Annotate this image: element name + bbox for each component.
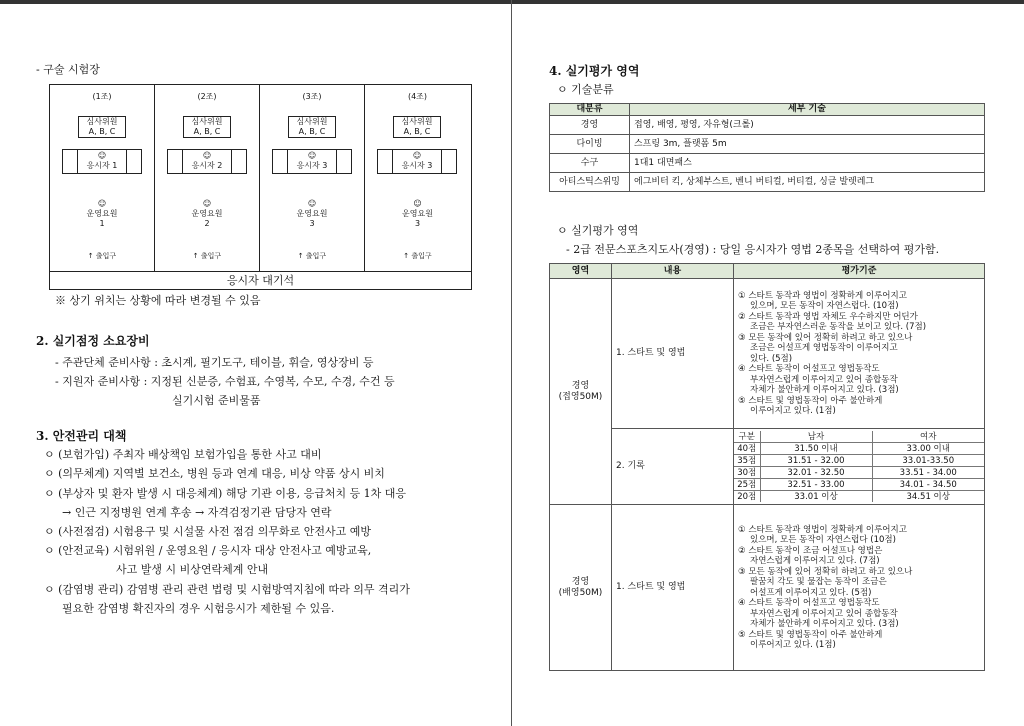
candidate-desk: ☺ 응시자 3 bbox=[272, 149, 352, 174]
staff-label: ☺ 운영요원 1 bbox=[50, 199, 154, 229]
layout-note: ※ 상기 위치는 상황에 따라 변경될 수 있음 bbox=[55, 294, 261, 307]
table-row: 30점 32.01 - 32.50 33.51 - 34.00 bbox=[734, 467, 984, 479]
column-header: 대분류 bbox=[550, 104, 630, 116]
staff-label: ☺ 운영요원 2 bbox=[155, 199, 259, 229]
area-heading: ㅇ 실기평가 영역 bbox=[557, 224, 639, 237]
candidate-desk: ☺ 응시자 1 bbox=[62, 149, 142, 174]
safety-item: ㅇ (감염병 관리) 감염병 관리 관련 법령 및 시험방역지침에 따라 의무 격리가 bbox=[44, 583, 410, 596]
venue-title: - 구술 시험장 bbox=[36, 63, 100, 76]
record-cell bbox=[734, 429, 985, 505]
judge-box: 심사위원 A, B, C bbox=[183, 116, 231, 138]
safety-item: ㅇ (보험가입) 주최자 배상책임 보험가입을 통한 사고 대비 bbox=[44, 448, 322, 461]
table-row: 수구 1대1 대면패스 bbox=[550, 154, 985, 173]
smiley-icon: ☺ bbox=[413, 199, 422, 208]
content-cell: 1. 스타트 및 영법 bbox=[612, 505, 734, 671]
room-label: (2조) bbox=[197, 92, 217, 101]
safety-item: → 인근 지정병원 연계 후송 → 자격검정기관 담당자 연락 bbox=[62, 506, 332, 519]
column-header: 내용 bbox=[612, 264, 734, 279]
area-description: - 2급 전문스포츠지도사(경영) : 당일 응시자가 영법 2종목을 선택하여 평가함. bbox=[566, 243, 940, 256]
table-row: 경영 접영, 배영, 평영, 자유형(크롤) bbox=[550, 116, 985, 135]
smiley-icon: ☺ bbox=[97, 151, 107, 160]
room-1 bbox=[50, 85, 155, 271]
entrance-label: ↑ 출입구 bbox=[87, 252, 117, 260]
safety-item: ㅇ (안전교육) 시험위원 / 운영요원 / 응시자 대상 안전사고 예방교육, bbox=[44, 544, 372, 557]
safety-item: 사고 발생 시 비상연락체계 안내 bbox=[116, 563, 269, 576]
criteria-cell: ① 스타트 동작과 영법이 정확하게 이루어지고 있으며, 모든 동작이 자연스럽다. (10점) ② 스타트 동작과 영법 자체도 우수하지만 어딘가 조금은 부자연스러운 동작을 보이고 있다. (7점) ③ 모든 동작에 있어 정확히 하려고 하고 있으나 조금은 어설프게 영법동작이 이루어지고 있다. (5점) ④ 스타트 동작이 어설프고 영법동작도 부자연스럽게 이루어지고 있어 종합동작 자체가 불안하게 이루어지고 있다. (3점) ⑤ 스타트 및 영법동작이 아주 불안하게 이루어지고 있다. (1점) bbox=[734, 279, 985, 429]
content-cell: 2. 기록 bbox=[612, 429, 734, 505]
evaluation-table bbox=[549, 263, 985, 671]
room-label: (3조) bbox=[302, 92, 322, 101]
sec2-line: 실기시험 준비물품 bbox=[172, 394, 261, 407]
judge-box: 심사위원 A, B, C bbox=[393, 116, 441, 138]
page-top-border bbox=[0, 0, 1024, 4]
table-row: 다이빙 스프링 3m, 플랫폼 5m bbox=[550, 135, 985, 154]
smiley-icon: ☺ bbox=[412, 151, 422, 160]
room-4 bbox=[365, 85, 470, 271]
table-row: 20점 33.01 이상 34.51 이상 bbox=[734, 491, 984, 503]
entrance-label: ↑ 출입구 bbox=[297, 252, 327, 260]
staff-label: ☺ 운영요원 3 bbox=[260, 199, 364, 229]
section-2-title: 2. 실기점정 소요장비 bbox=[36, 334, 150, 348]
classification-table bbox=[549, 103, 985, 192]
entrance-label: ↑ 출입구 bbox=[403, 252, 432, 260]
exam-room-layout bbox=[49, 84, 472, 290]
smiley-icon: ☺ bbox=[307, 151, 317, 160]
classification-heading: ㅇ 기술분류 bbox=[557, 83, 614, 96]
judge-box: 심사위원 A, B, C bbox=[288, 116, 336, 138]
safety-item: ㅇ (의무체계) 지역별 보건소, 병원 등과 연계 대응, 비상 약품 상시 비치 bbox=[44, 467, 385, 480]
table-row: 40점 31.50 이내 33.00 이내 bbox=[734, 443, 984, 455]
section-3-title: 3. 안전관리 대책 bbox=[36, 429, 127, 443]
safety-item: ㅇ (사전점검) 시험용구 및 시설물 사전 점검 의무화로 안전사고 예방 bbox=[44, 525, 371, 538]
table-row: 35점 31.51 - 32.00 33.01-33.50 bbox=[734, 455, 984, 467]
smiley-icon: ☺ bbox=[202, 151, 212, 160]
column-header: 평가기준 bbox=[734, 264, 985, 279]
table-row: 25점 32.51 - 33.00 34.01 - 34.50 bbox=[734, 479, 984, 491]
candidate-desk: ☺ 응시자 3 bbox=[377, 149, 457, 174]
room-label: (1조) bbox=[92, 92, 112, 101]
safety-item: ㅇ (부상자 및 환자 발생 시 대응체계) 해당 기관 이용, 응급처치 등 1차 대응 bbox=[44, 487, 407, 500]
safety-item: 필요한 감염병 확진자의 경우 시험응시가 제한될 수 있음. bbox=[62, 602, 335, 615]
page-divider bbox=[511, 0, 512, 726]
area-cell: 경영 (배영50M) bbox=[550, 505, 612, 671]
entrance-label: ↑ 출입구 bbox=[192, 252, 222, 260]
judge-box: 심사위원 A, B, C bbox=[78, 116, 126, 138]
column-header: 영역 bbox=[550, 264, 612, 279]
room-label: (4조) bbox=[407, 92, 428, 101]
room-3 bbox=[260, 85, 365, 271]
table-row: 아티스틱스위밍 에그비터 킥, 상체부스트, 벤니 버티컬, 버티컬, 싱글 발렛레그 bbox=[550, 173, 985, 192]
waiting-area: 응시자 대기석 bbox=[50, 271, 471, 290]
content-cell: 1. 스타트 및 영법 bbox=[612, 279, 734, 429]
staff-label: ☺ 운영요원 3 bbox=[365, 199, 470, 229]
sec2-line: - 주관단체 준비사항 : 초시계, 필기도구, 테이블, 휘슬, 영상장비 등 bbox=[55, 356, 374, 369]
smiley-icon: ☺ bbox=[307, 199, 317, 208]
candidate-desk: ☺ 응시자 2 bbox=[167, 149, 247, 174]
record-table: 구분 남자 여자 40점 31.50 이내 33.00 이내 35점 31.51 - 32.00 33.01-33.50 30점 32.01 - 32.50 33.51 - 34.00 25점 32.51 - 33.00 34.01 - 34.50 20점 33.01 이상 34.51 이상 bbox=[734, 431, 984, 502]
sec2-line: - 지원자 준비사항 : 지정된 신분증, 수험표, 수영복, 수모, 수경, 수건 등 bbox=[55, 375, 395, 388]
area-cell: 경영 (접영50M) bbox=[550, 279, 612, 505]
room-2 bbox=[155, 85, 260, 271]
criteria-cell: ① 스타트 동작과 영법이 정확하게 이루어지고 있으며, 모든 동작이 자연스럽다 (10점) ② 스타트 동작이 조금 어설프나 영법은 자연스럽게 이루어지고 있다. (7점) ③ 모든 동작에 있어 정확히 하려고 하고 있으나 팔꿈치 각도 및 물잡는 동작이 조금은 어설프게 이루어지고 있다. (5점) ④ 스타트 동작이 어설프고 영법동작도 부자연스럽게 이루어지고 있어 종합동작 자체가 불안하게 이루어지고 있다. (3점) ⑤ 스타트 및 영법동작이 아주 불안하게 이루어지고 있다. (1점) bbox=[734, 505, 985, 671]
column-header: 세부 기술 bbox=[630, 104, 985, 116]
smiley-icon: ☺ bbox=[97, 199, 107, 208]
smiley-icon: ☺ bbox=[202, 199, 212, 208]
section-4-title: 4. 실기평가 영역 bbox=[549, 64, 640, 78]
